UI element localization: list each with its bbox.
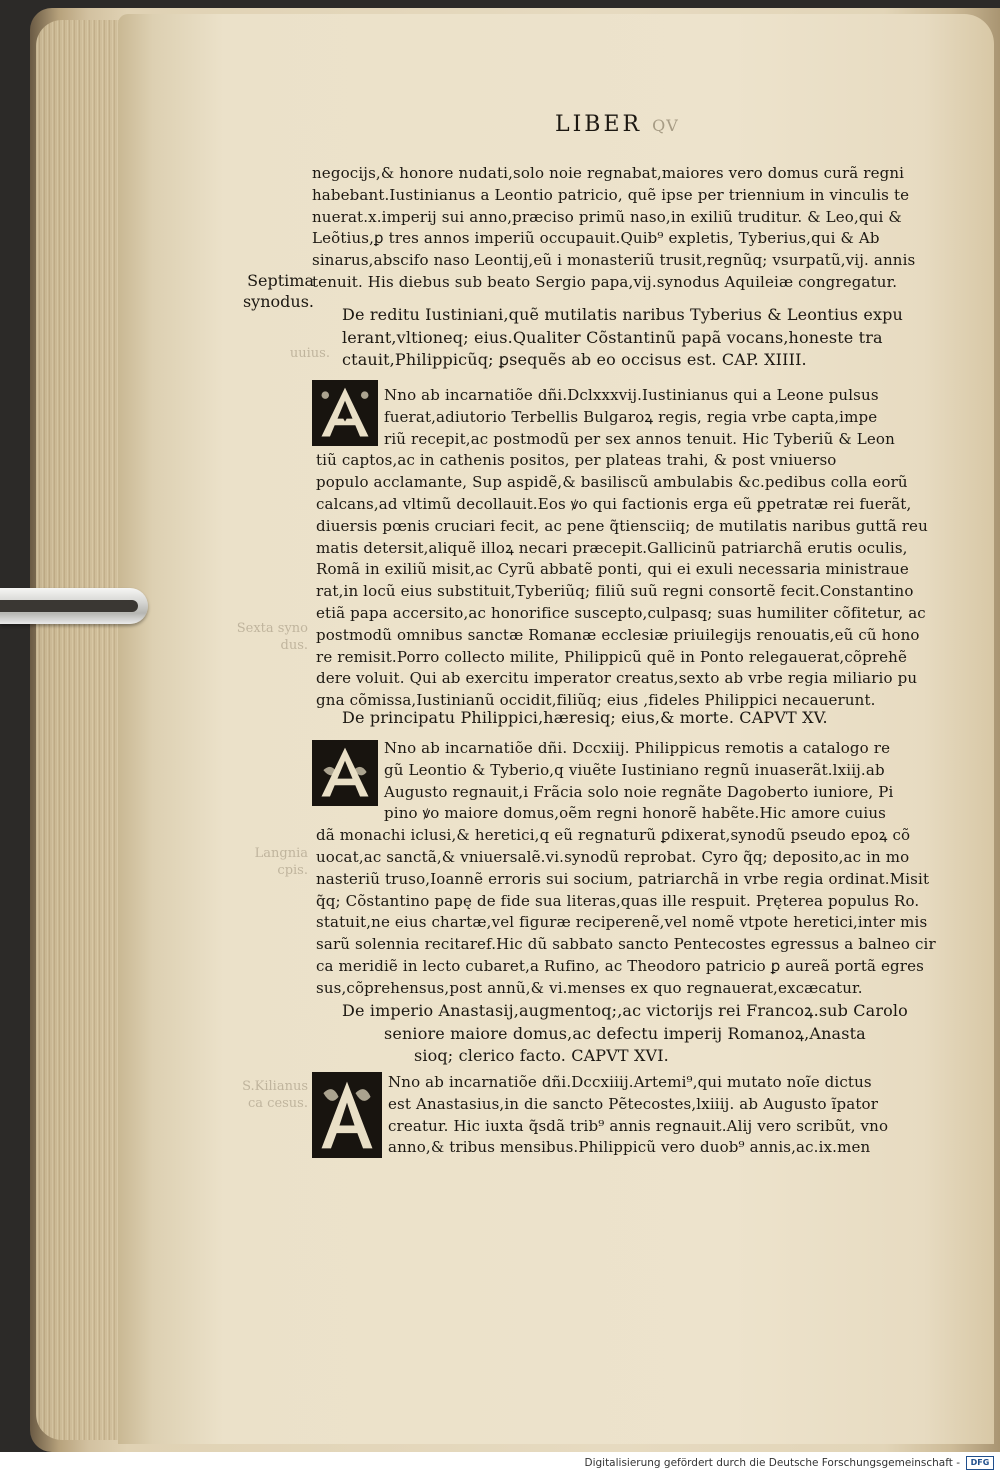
chapter-15-body: [316, 738, 948, 1000]
text-line: etiã papa accersito,ac honorifice suscepto,culpasq; suas humiliter cõfitetur, ac: [316, 603, 926, 622]
text-line: Augusto regnauit,i Frãcia solo noie regnãte Dagoberto iuniore, Pi: [384, 782, 894, 801]
heading-line: sioq; clerico facto. CAPVT XVI.: [414, 1046, 669, 1065]
text-line: sarũ solennia recitaref.Hic dũ sabbato sancto Pentecostes egressus a balneo cir: [316, 935, 936, 954]
text-line: est Anastasius,in die sancto Pẽtecostes,lxiiij. ab Augusto ĩpator: [388, 1094, 879, 1113]
text-line: creatur. Hic iuxta q̃sdã trib⁹ annis regnauit.Alij vero scribũt, vno: [388, 1116, 889, 1135]
text-line: Leõtius,ꝑ tres annos imperiũ occupauit.Quib⁹ expletis, Tyberius,qui & Ab: [312, 229, 880, 248]
heading-line: De imperio Anastasij,augmentoq;,ac victorijs rei Francoꝝ.sub Carolo: [342, 1001, 908, 1020]
text-line: sus,cõprehensus,post annũ,& vi.menses ex quo regnauerat,excæcatur.: [316, 978, 863, 997]
intro-paragraph: [312, 163, 944, 294]
chapter-16-body: [316, 1072, 948, 1159]
text-line: tenuit. His diebus sub beato Sergio papa,vij.synodus Aquileiæ congregatur.: [312, 272, 898, 291]
text-line: rat,in locũ eius substituit,Tyberiũq; filiũ suũ regni consortẽ fecit.Constantino: [316, 582, 914, 601]
text-line: re remisit.Porro collecto milite, Philippicũ quẽ in Ponto relegauerat,cõprehẽ: [316, 647, 908, 666]
text-line: calcans,ad vltimũ decollauit.Eos ꝟo qui factionis erga eũ ꝑpetratæ rei fuerãt,: [316, 494, 912, 513]
text-line: habebant.Iustinianus a Leontio patricio, quẽ ipse per triennium in vinculis te: [312, 185, 910, 204]
text-line: Nno ab incarnatiõe dñi.Dclxxxvij.Iustinianus qui a Leone pulsus: [384, 386, 879, 404]
heading-line: De principatu Philippici,hæresiq; eius,& morte. CAPVT XV.: [342, 708, 828, 727]
text-line: nuerat.x.imperij sui anno,præciso primũ naso,in exiliũ truditur. & Leo,qui &: [312, 207, 902, 226]
text-line: q̃q; Cõstantino papę de fide sua literas,quas ille respuit. Pręterea populus Ro.: [316, 891, 920, 910]
bleed-through-note: Langnia cpis.: [254, 846, 308, 878]
text-line: uocat,ac sanctã,& vniuersalẽ.vi.synodũ reprobat. Cyro q̃q; deposito,ac in mo: [316, 847, 910, 866]
chapter-14-body: [316, 385, 948, 712]
heading-line: De reditu Iustiniani,quẽ mutilatis naribus Tyberius & Leontius expu: [342, 305, 903, 324]
text-line: ca meridiẽ in lecto cubaret,a Rufino, ac Theodoro patricio ꝑ aureã portã egres: [316, 956, 924, 975]
text-line: diuersis pœnis cruciari fecit, ac pene q̃tiensciiq; de mutilatis naribus guttã reu: [316, 516, 928, 535]
chapter-heading-14: [342, 304, 942, 372]
bleed-through-note: Sexta syno dus.: [236, 621, 308, 653]
text-line: Romã in exiliũ misit,ac Cyrũ abbatẽ ponti, qui ei exuli necessaria ministraue: [316, 560, 909, 579]
text-line: nasteriũ truso,Ioannẽ erroris sui socium, patriarchã in vrbe regia ordinat.Misit: [316, 869, 930, 888]
footer-credit: Digitalisierung gefördert durch die Deutsche Forschungsgemeinschaft -: [584, 1457, 960, 1469]
chapter-heading-15: [342, 707, 942, 730]
bleed-through-note: S.Kilianus ca cesus.: [242, 1079, 308, 1111]
chapter-heading-16: [342, 1000, 942, 1068]
running-head-title: LIBER: [555, 112, 643, 137]
text-line: anno,& tribus mensibus.Philippicũ vero duob⁹ annis,ac.ix.men: [388, 1138, 871, 1157]
text-line: fuerat,adiutorio Terbellis Bulgaroꝝ regis, regia vrbe capta,impe: [384, 407, 878, 426]
running-head-ghost: QV: [652, 116, 679, 135]
text-line: populo acclamante, Sup aspidẽ,& basiliscũ ambulabis &c.pedibus colla eorũ: [316, 473, 908, 492]
dfg-logo: DFG: [966, 1456, 994, 1470]
text-line: riũ recepit,ac postmodũ per sex annos tenuit. Hic Tyberiũ & Leon: [384, 429, 895, 448]
text-line: gũ Leontio & Tyberio,q viuẽte Iustiniano regnũ inuaserãt.lxiij.ab: [384, 760, 885, 779]
text-line: negocijs,& honore nudati,solo noie regnabat,maiores vero domus curã regni: [312, 164, 905, 182]
text-line: Nno ab incarnatiõe dñi.Dccxiiij.Artemi⁹,qui mutato noĩe dictus: [388, 1073, 872, 1091]
text-line: statuit,ne eius chartæ,vel figuræ reciperenẽ,vel nomẽ vtpote heretici,inter mis: [316, 913, 928, 932]
text-line: postmodũ omnibus sanctæ Romanæ ecclesiæ priuilegijs renouatis,eũ cũ hono: [316, 625, 920, 644]
heading-line: lerant,vltioneq; eius.Qualiter Cõstantinũ papã vocans,honeste tra: [342, 327, 883, 347]
text-line: sinarus,abscifo naso Leontij,eũ i monasteriũ trusit,regnũq; vsurpatũ,vij. annis: [312, 251, 916, 270]
digitization-footer: [0, 1452, 1000, 1474]
heading-line: seniore maiore domus,ac defectu imperij Romanoꝝ,Anasta: [384, 1023, 866, 1043]
margin-note: Septima synodus.: [242, 271, 314, 311]
running-head: [555, 112, 755, 137]
text-line: tiũ captos,ac in cathenis positos, per plateas trahi, & post vniuerso: [316, 451, 837, 470]
bleed-through-note: uuius.: [289, 346, 330, 361]
text-line: dã monachi iclusi,& heretici,q eũ regnaturũ ꝑdixerat,synodũ pseudo epoꝝ cõ: [316, 826, 911, 845]
text-line: dere voluit. Qui ab exercitu imperator creatus,sexto ab vrbe regia miliario pu: [316, 669, 918, 688]
heading-line: ctauit,Philippicũq; ꝑsequẽs ab eo occisus est. CAP. XIIII.: [342, 350, 807, 369]
text-line: pino ꝟo maiore domus,oẽm regni honorẽ habẽte.Hic amore cuius: [384, 804, 887, 823]
text-line: matis detersit,aliquẽ illoꝝ necari præcepit.Gallicinũ patriarchã erutis oculis,: [316, 538, 908, 557]
text-line: gna cõmissa,Iustinianũ occidit,filiũq; eius ,fideles Philippici necauerunt.: [316, 691, 876, 710]
text-line: Nno ab incarnatiõe dñi. Dccxiij. Philippicus remotis a catalogo re: [384, 739, 891, 757]
